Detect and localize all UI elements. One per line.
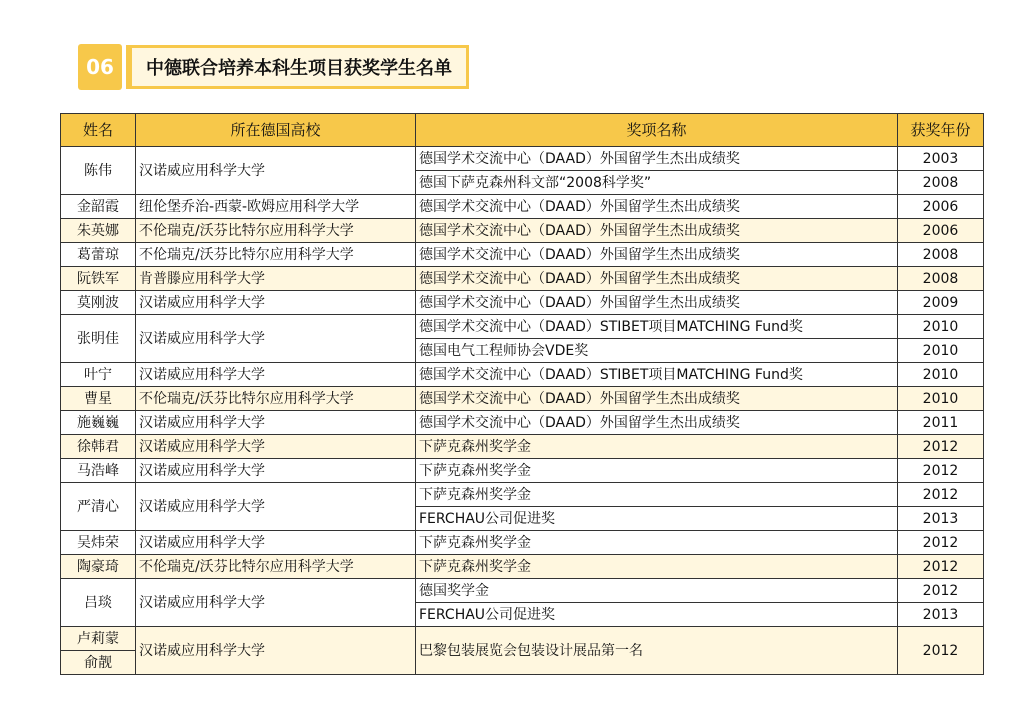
award-cell: 德国学术交流中心（DAAD）外国留学生杰出成绩奖 (416, 219, 898, 243)
year-cell: 2012 (898, 483, 984, 507)
table-row (61, 243, 984, 267)
university-cell: 肯普滕应用科学大学 (136, 267, 416, 291)
table-row (61, 147, 984, 171)
award-cell: 德国学术交流中心（DAAD）STIBET项目MATCHING Fund奖 (416, 363, 898, 387)
year-cell: 2013 (898, 603, 984, 627)
university-cell: 汉诺威应用科学大学 (136, 627, 416, 675)
header-university: 所在德国高校 (136, 114, 416, 147)
award-cell: 下萨克森州奖学金 (416, 483, 898, 507)
year-cell: 2006 (898, 219, 984, 243)
student-name: 阮铁军 (61, 267, 136, 291)
year-cell: 2010 (898, 339, 984, 363)
award-cell: 德国奖学金 (416, 579, 898, 603)
university-cell: 汉诺威应用科学大学 (136, 147, 416, 195)
table-row (61, 267, 984, 291)
table-row (61, 291, 984, 315)
student-name: 葛蕾琼 (61, 243, 136, 267)
student-name: 严清心 (61, 483, 136, 531)
year-cell: 2012 (898, 627, 984, 675)
year-cell: 2011 (898, 411, 984, 435)
university-cell: 汉诺威应用科学大学 (136, 483, 416, 531)
year-cell: 2012 (898, 435, 984, 459)
table-row (61, 219, 984, 243)
year-cell: 2010 (898, 363, 984, 387)
year-cell: 2008 (898, 171, 984, 195)
university-cell: 汉诺威应用科学大学 (136, 315, 416, 363)
table-row (61, 411, 984, 435)
year-cell: 2008 (898, 243, 984, 267)
award-cell: 德国学术交流中心（DAAD）外国留学生杰出成绩奖 (416, 195, 898, 219)
table-row (61, 315, 984, 339)
year-cell: 2003 (898, 147, 984, 171)
award-cell: 德国学术交流中心（DAAD）外国留学生杰出成绩奖 (416, 147, 898, 171)
student-name: 叶宁 (61, 363, 136, 387)
university-cell: 汉诺威应用科学大学 (136, 363, 416, 387)
award-cell: 德国学术交流中心（DAAD）外国留学生杰出成绩奖 (416, 387, 898, 411)
student-name: 曹星 (61, 387, 136, 411)
year-cell: 2012 (898, 531, 984, 555)
university-cell: 汉诺威应用科学大学 (136, 435, 416, 459)
award-cell: 德国学术交流中心（DAAD）外国留学生杰出成绩奖 (416, 411, 898, 435)
header-year: 获奖年份 (898, 114, 984, 147)
university-cell: 不伦瑞克/沃芬比特尔应用科学大学 (136, 387, 416, 411)
student-name: 张明佳 (61, 315, 136, 363)
year-cell: 2006 (898, 195, 984, 219)
student-name: 施巍巍 (61, 411, 136, 435)
student-name: 卢莉蒙 (61, 627, 136, 651)
table-header-row (61, 114, 984, 147)
award-cell: 德国学术交流中心（DAAD）外国留学生杰出成绩奖 (416, 267, 898, 291)
table-row (61, 555, 984, 579)
student-name: 陈伟 (61, 147, 136, 195)
university-cell: 不伦瑞克/沃芬比特尔应用科学大学 (136, 555, 416, 579)
year-cell: 2013 (898, 507, 984, 531)
student-name: 金韶霞 (61, 195, 136, 219)
table-row (61, 195, 984, 219)
award-cell: 下萨克森州奖学金 (416, 531, 898, 555)
university-cell: 汉诺威应用科学大学 (136, 579, 416, 627)
year-cell: 2012 (898, 579, 984, 603)
university-cell: 汉诺威应用科学大学 (136, 531, 416, 555)
table-row (61, 531, 984, 555)
award-cell: 下萨克森州奖学金 (416, 555, 898, 579)
page-title: 中德联合培养本科生项目获奖学生名单 (126, 45, 469, 89)
section-number-badge: 06 (78, 44, 122, 90)
table-row (61, 435, 984, 459)
student-name: 朱英娜 (61, 219, 136, 243)
award-cell: FERCHAU公司促进奖 (416, 603, 898, 627)
year-cell: 2009 (898, 291, 984, 315)
university-cell: 汉诺威应用科学大学 (136, 459, 416, 483)
year-cell: 2010 (898, 315, 984, 339)
award-cell: 德国学术交流中心（DAAD）外国留学生杰出成绩奖 (416, 243, 898, 267)
university-cell: 汉诺威应用科学大学 (136, 291, 416, 315)
award-cell: 德国学术交流中心（DAAD）STIBET项目MATCHING Fund奖 (416, 315, 898, 339)
award-cell: 德国电气工程师协会VDE奖 (416, 339, 898, 363)
student-name: 吕琰 (61, 579, 136, 627)
student-name: 徐韩君 (61, 435, 136, 459)
university-cell: 汉诺威应用科学大学 (136, 411, 416, 435)
header-award: 奖项名称 (416, 114, 898, 147)
award-cell: 巴黎包装展览会包装设计展品第一名 (416, 627, 898, 675)
university-cell: 不伦瑞克/沃芬比特尔应用科学大学 (136, 219, 416, 243)
table-row (61, 579, 984, 603)
student-name: 吴炜荣 (61, 531, 136, 555)
table-row (61, 483, 984, 507)
university-cell: 纽伦堡乔治-西蒙-欧姆应用科学大学 (136, 195, 416, 219)
university-cell: 不伦瑞克/沃芬比特尔应用科学大学 (136, 243, 416, 267)
award-cell: FERCHAU公司促进奖 (416, 507, 898, 531)
award-cell: 德国学术交流中心（DAAD）外国留学生杰出成绩奖 (416, 291, 898, 315)
award-cell: 下萨克森州奖学金 (416, 459, 898, 483)
awards-table (60, 113, 984, 675)
table-row (61, 387, 984, 411)
section-title (78, 44, 469, 90)
table-row (61, 363, 984, 387)
year-cell: 2012 (898, 459, 984, 483)
student-name: 俞靓 (61, 651, 136, 675)
year-cell: 2010 (898, 387, 984, 411)
award-cell: 德国下萨克森州科文部“2008科学奖” (416, 171, 898, 195)
student-name: 陶豪琦 (61, 555, 136, 579)
year-cell: 2012 (898, 555, 984, 579)
table-row (61, 459, 984, 483)
student-name: 马浩峰 (61, 459, 136, 483)
award-cell: 下萨克森州奖学金 (416, 435, 898, 459)
year-cell: 2008 (898, 267, 984, 291)
student-name: 莫刚波 (61, 291, 136, 315)
table-row (61, 627, 984, 651)
header-name: 姓名 (61, 114, 136, 147)
